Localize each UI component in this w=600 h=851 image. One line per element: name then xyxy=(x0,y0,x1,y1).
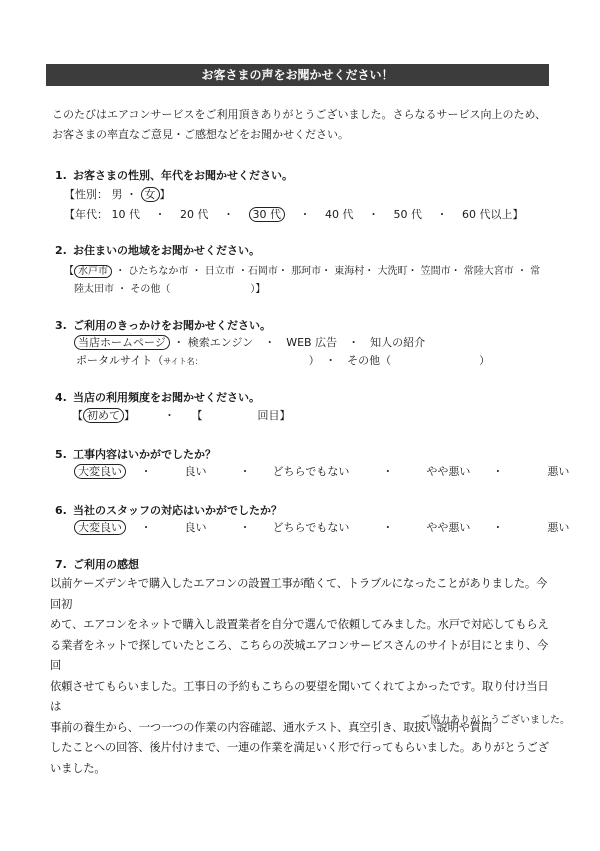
trigger-portal: ポータルサイト（ xyxy=(76,354,164,367)
comment-line: したことへの回答、後片付けまで、一連の作業を満足いく形で行ってもらいました。ありがとうござ xyxy=(50,741,549,754)
trigger-row-1 xyxy=(74,334,425,350)
area-row-2: 陸太田市 ・ その他（ ）】 xyxy=(74,284,266,295)
gender-female-circled: 女 xyxy=(141,187,160,202)
trigger-row-2 xyxy=(76,352,490,368)
area-open: 【 xyxy=(64,266,74,277)
staff-rating-row xyxy=(74,519,569,535)
age-40: 40 代 xyxy=(325,208,354,221)
age-30-circled: 30 代 xyxy=(249,207,286,222)
work-rating-options: ・ 良い ・ どちらでもない ・ やや悪い ・ 悪い xyxy=(140,465,570,478)
question-5-number: 5. xyxy=(55,448,67,461)
gender-close: 】 xyxy=(159,188,171,201)
frequency-first-circled: 初めて xyxy=(83,408,124,423)
area-row-1 xyxy=(64,262,540,277)
age-row: 【年代： 10 代 ・ 20 代 ・ 30 代 ・ 40 代 ・ 50 代 ・ 60 代以上】 xyxy=(64,208,524,221)
gender-row xyxy=(64,186,171,202)
age-label: 【年代： xyxy=(64,208,108,221)
trigger-portal-sitename: サイト名： xyxy=(163,357,199,366)
question-7-number: 7. xyxy=(55,558,67,571)
frequency-row xyxy=(72,407,291,423)
question-6-text: 当社のスタッフの対応はいかがでしたか？ xyxy=(73,504,282,517)
question-1 xyxy=(55,167,293,183)
question-2-number: 2. xyxy=(55,244,67,257)
staff-rating-options: ・ 良い ・ どちらでもない ・ やや悪い ・ 悪い xyxy=(140,521,570,534)
question-5-text: 工事内容はいかがでしたか？ xyxy=(73,448,216,461)
question-4-number: 4. xyxy=(55,391,67,404)
question-3 xyxy=(55,317,271,333)
work-rating-row xyxy=(74,463,569,479)
question-6 xyxy=(55,502,282,518)
gender-separator: ・ xyxy=(126,188,137,201)
comment-line: いました。 xyxy=(50,761,106,775)
age-50: 50 代 xyxy=(393,208,422,221)
frequency-open: 【 xyxy=(72,409,83,422)
question-1-number: 1. xyxy=(55,169,67,182)
gender-label: 【性別： xyxy=(64,188,108,201)
frequency-times: ・ 【 回目】 xyxy=(164,409,291,422)
trigger-options: ・ 検索エンジン ・ WEB 広告 ・ 知人の紹介 xyxy=(173,336,426,349)
closing-thanks: ご協力ありがとうございました。 xyxy=(420,715,570,726)
question-2-text: お住まいの地域をお聞かせください。 xyxy=(73,244,260,257)
age-60-plus: 60 代以上 xyxy=(462,208,513,221)
intro-text: このたびはエアコンサービスをご利用頂きありがとうございました。さらなるサービス向上のため、お客さまの率直なご意見・ご感想などをお聞かせください。 xyxy=(52,108,547,141)
question-4-text: 当店の利用頻度をお聞かせください。 xyxy=(73,391,260,404)
gender-male: 男 xyxy=(111,188,123,201)
question-6-number: 6. xyxy=(55,504,67,517)
question-3-number: 3. xyxy=(55,319,67,332)
frequency-close: 】 xyxy=(124,409,135,422)
trigger-homepage-circled: 当店ホームページ xyxy=(74,335,170,350)
age-close: 】 xyxy=(512,208,524,221)
question-4 xyxy=(55,389,260,405)
comment-line: る業者をネットで探していたところ、こちらの茨城エアコンサービスさんのサイトが目にとまり、今回 xyxy=(50,638,549,672)
age-10: 10 代 xyxy=(111,208,140,221)
area-list: ・ ひたちなか市 ・ 日立市 ・石岡市・ 那珂市・ 東海村・ 大洗町・ 笠間市・ 常陸大宮市 ・ 常 xyxy=(115,266,541,277)
area-mito-circled: 水戸市 xyxy=(74,265,112,278)
question-1-text: お客さまの性別、年代をお聞かせください。 xyxy=(73,169,293,182)
age-20: 20 代 xyxy=(180,208,209,221)
comment-line: めて、エアコンをネットで購入し設置業者を自分で選んで依頼してみました。水戸で対応してもらえ xyxy=(50,618,549,631)
handwritten-comment xyxy=(50,574,555,779)
question-7 xyxy=(55,556,139,572)
survey-title: お客さまの声をお聞かせください！ xyxy=(46,64,549,86)
question-2 xyxy=(55,242,260,258)
question-3-text: ご利用のきっかけをお聞かせください。 xyxy=(73,319,271,332)
comment-line: 以前ケーズデンキで購入したエアコンの設置工事が酷くて、トラブルになったことがありました。今回初 xyxy=(50,577,548,611)
staff-rating-very-good-circled: 大変良い xyxy=(74,520,126,535)
trigger-portal-rest: ） ・ その他（ ） xyxy=(198,354,491,367)
work-rating-very-good-circled: 大変良い xyxy=(74,464,126,479)
comment-line: 依頼させてもらいました。工事日の予約もこちらの要望を聞いてくれてよかったです。取り付け当日は xyxy=(50,679,549,713)
question-7-text: ご利用の感想 xyxy=(73,558,139,571)
question-5 xyxy=(55,446,216,462)
comment-line: 事前の養生から、一つ一つの作業の内容確認、通水テスト、真空引き、取扱い説明や質問 xyxy=(50,720,492,734)
